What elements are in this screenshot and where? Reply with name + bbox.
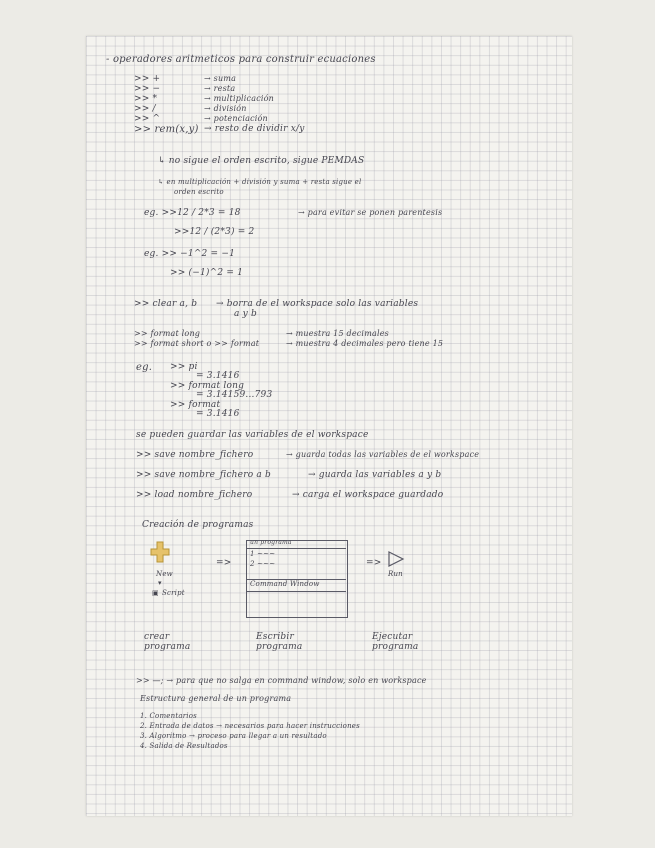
format-example-eg: eg.: [136, 362, 153, 373]
load-desc: → carga el workspace guardado: [292, 490, 444, 500]
arrow-to-run: =>: [366, 558, 382, 568]
format-example-format: >> format: [170, 400, 221, 410]
step-run-1: Ejecutar: [372, 632, 413, 642]
clear-command: >> clear a, b: [134, 299, 198, 309]
format-long-command: >> format long: [134, 329, 201, 338]
new-plus-icon: [150, 541, 170, 563]
operator-minus: >> −: [134, 84, 161, 94]
structure-item-3: 3. Algoritmo → proceso para llegar a un resultado: [140, 732, 327, 740]
page-title: - operadores aritmeticos para construir ecuaciones: [106, 54, 376, 65]
step-write-1: Escribir: [256, 632, 294, 642]
command-window-label: Command Window: [250, 580, 320, 588]
format-example-format-value: = 3.1416: [196, 409, 240, 419]
script-icon: ▣: [152, 589, 159, 597]
clear-description-vars: a y b: [234, 309, 257, 319]
structure-item-1: 1. Comentarios: [140, 712, 197, 720]
example-1-note: → para evitar se ponen parentesis: [298, 208, 443, 217]
structure-item-4: 4. Salida de Resultados: [140, 742, 228, 750]
format-example-pi-value: = 3.1416: [196, 371, 240, 381]
example-2: >>12 / (2*3) = 2: [174, 227, 255, 237]
order-sub-line2: orden escrito: [174, 188, 224, 196]
format-long-desc: → muestra 15 decimales: [286, 329, 389, 338]
operator-divide: >> /: [134, 104, 156, 114]
editor-line-2: 2 ~~~: [250, 560, 276, 568]
save-all-desc: → guarda todas las variables de el workspace: [286, 450, 480, 459]
run-label: Run: [388, 570, 403, 578]
operator-times-desc: → multiplicación: [204, 94, 275, 103]
example-4: >> (−1)^2 = 1: [170, 268, 244, 278]
format-example-long: >> format long: [170, 381, 245, 391]
step-run-2: programa: [372, 642, 419, 652]
programs-heading: Creación de programas: [142, 520, 254, 530]
clear-description: → borra de el workspace solo las variables: [216, 299, 419, 309]
operator-minus-desc: → resta: [204, 84, 236, 93]
step-write-2: programa: [256, 642, 303, 652]
format-example-pi: >> pi: [170, 362, 198, 372]
load-command: >> load nombre_fichero: [136, 490, 253, 500]
script-label: Script: [162, 589, 185, 597]
operator-power-desc: → potenciación: [204, 114, 268, 123]
operator-power: >> ^: [134, 114, 161, 124]
operator-times: >> *: [134, 94, 158, 104]
save-vars-desc: → guarda las variables a y b: [308, 470, 442, 480]
operator-plus-desc: → suma: [204, 74, 237, 83]
example-3: eg. >> −1^2 = −1: [144, 249, 236, 259]
notebook-page: [86, 36, 572, 816]
step-create-1: crear: [144, 632, 170, 642]
workspace-intro: se pueden guardar las variables de el workspace: [136, 430, 369, 440]
step-create-2: programa: [144, 642, 191, 652]
format-short-desc: → muestra 4 decimales pero tiene 15: [286, 339, 444, 348]
format-example-long-value: = 3.14159...793: [196, 390, 273, 400]
operator-rem: >> rem(x,y): [134, 124, 199, 135]
save-all-command: >> save nombre_fichero: [136, 450, 254, 460]
order-sub-line1: ↳ en multiplicación + división y suma + resta sigue el: [158, 178, 362, 186]
structure-item-2: 2. Entrada de datos → necesarios para hacer instrucciones: [140, 722, 360, 730]
new-label: New: [156, 570, 173, 578]
order-note: ↳ no sigue el orden escrito, sigue PEMDAS: [158, 156, 365, 166]
editor-title: un programa: [250, 539, 292, 546]
example-1: eg. >>12 / 2*3 = 18: [144, 208, 241, 218]
down-arrow-icon: ▾: [158, 579, 162, 587]
structure-heading: Estructura general de un programa: [140, 694, 292, 703]
editor-line-1: 1 ~~~: [250, 550, 276, 558]
operator-divide-desc: → división: [204, 104, 247, 113]
format-short-command: >> format short o >> format: [134, 339, 260, 348]
save-vars-command: >> save nombre_fichero a b: [136, 470, 271, 480]
run-play-icon: [386, 550, 406, 568]
semicolon-note: >> —; → para que no salga en command window, solo en workspace: [136, 676, 427, 685]
operator-plus: >> +: [134, 74, 161, 84]
arrow-to-editor: =>: [216, 558, 232, 568]
operator-rem-desc: → resto de dividir x/y: [204, 124, 305, 134]
